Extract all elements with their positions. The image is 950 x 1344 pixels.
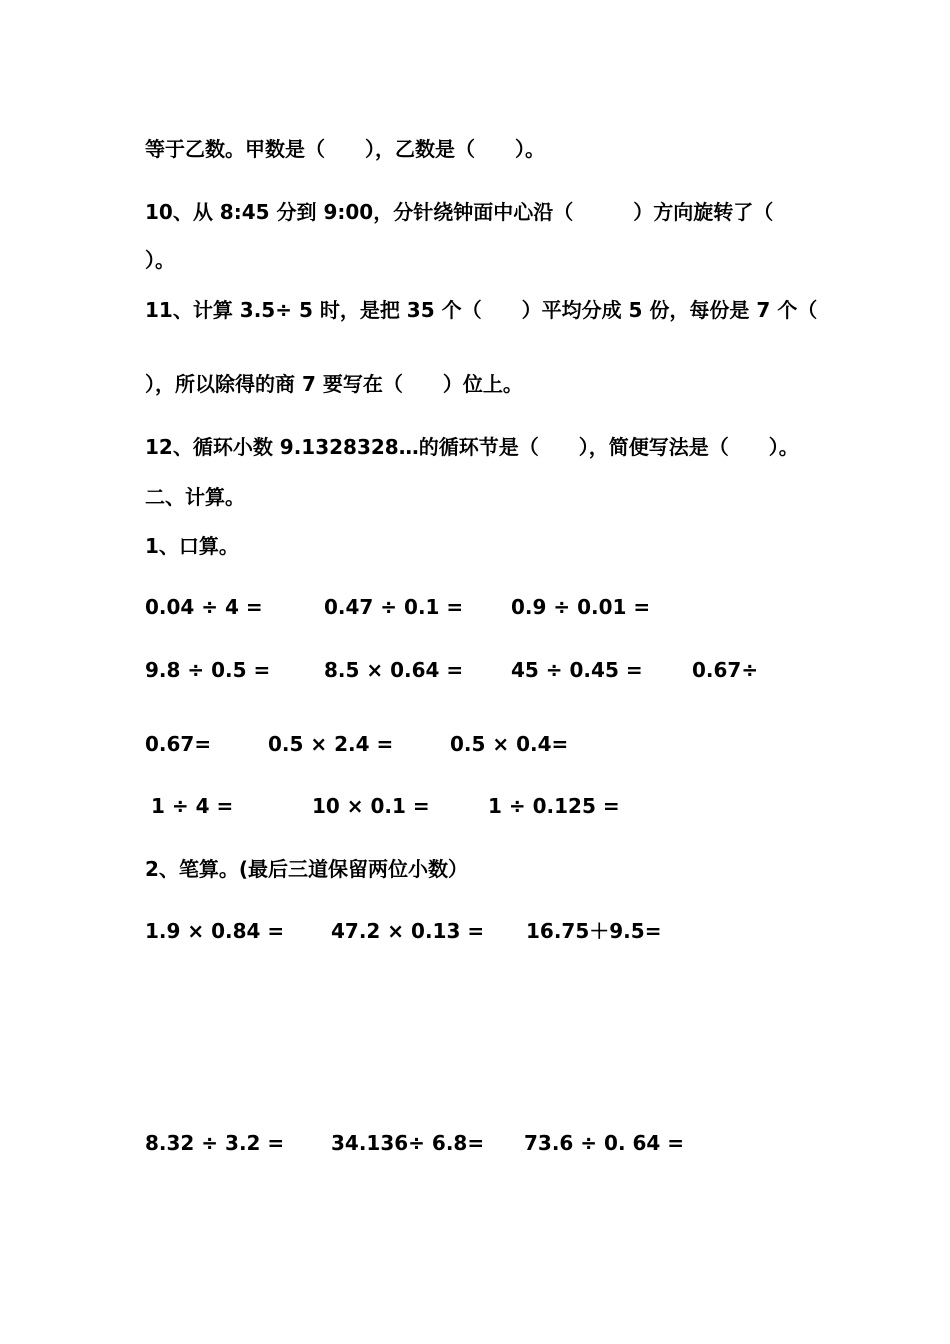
oral-problem: 45 ÷ 0.45 = xyxy=(511,658,643,682)
oral-problem: 0.67= xyxy=(145,732,212,756)
written-problem: 8.32 ÷ 3.2 = xyxy=(145,1131,285,1155)
written-problem: 1.9 × 0.84 = xyxy=(145,919,285,943)
written-problem: 47.2 × 0.13 = xyxy=(331,919,485,943)
oral-calc-heading: 1、口算。 xyxy=(145,534,239,558)
oral-problem: 0.04 ÷ 4 = xyxy=(145,595,263,619)
oral-problem: 10 × 0.1 = xyxy=(312,794,430,818)
written-problem: 73.6 ÷ 0. 64 = xyxy=(524,1131,685,1155)
question-10-line-2: ）。 xyxy=(145,248,175,272)
written-problem: 16.75＋9.5= xyxy=(526,919,662,943)
question-10-line-1: 10、从 8:45 分到 9:00，分针绕钟面中心沿（ ）方向旋转了（ xyxy=(145,200,774,224)
question-11-line-1: 11、计算 3.5÷ 5 时，是把 35 个（ ）平均分成 5 份，每份是 7 个（ xyxy=(145,298,818,322)
section-2-heading: 二、计算。 xyxy=(145,485,245,509)
oral-problem: 0.67÷ xyxy=(692,658,759,682)
question-12: 12、循环小数 9.1328328…的循环节是（ ），简便写法是（ ）。 xyxy=(145,435,799,459)
oral-problem: 0.5 × 2.4 = xyxy=(268,732,394,756)
oral-problem: 1 ÷ 0.125 = xyxy=(488,794,620,818)
oral-problem: 1 ÷ 4 = xyxy=(151,794,234,818)
oral-problem: 0.47 ÷ 0.1 = xyxy=(324,595,464,619)
oral-problem: 0.9 ÷ 0.01 = xyxy=(511,595,651,619)
oral-problem: 0.5 × 0.4= xyxy=(450,732,569,756)
oral-problem: 9.8 ÷ 0.5 = xyxy=(145,658,271,682)
written-problem: 34.136÷ 6.8= xyxy=(331,1131,485,1155)
written-calc-heading: 2、笔算。(最后三道保留两位小数） xyxy=(145,857,469,881)
question-9-continuation: 等于乙数。甲数是（ ），乙数是（ ）。 xyxy=(145,137,545,161)
oral-problem: 8.5 × 0.64 = xyxy=(324,658,464,682)
question-11-line-2: ），所以除得的商 7 要写在（ ）位上。 xyxy=(145,372,523,396)
